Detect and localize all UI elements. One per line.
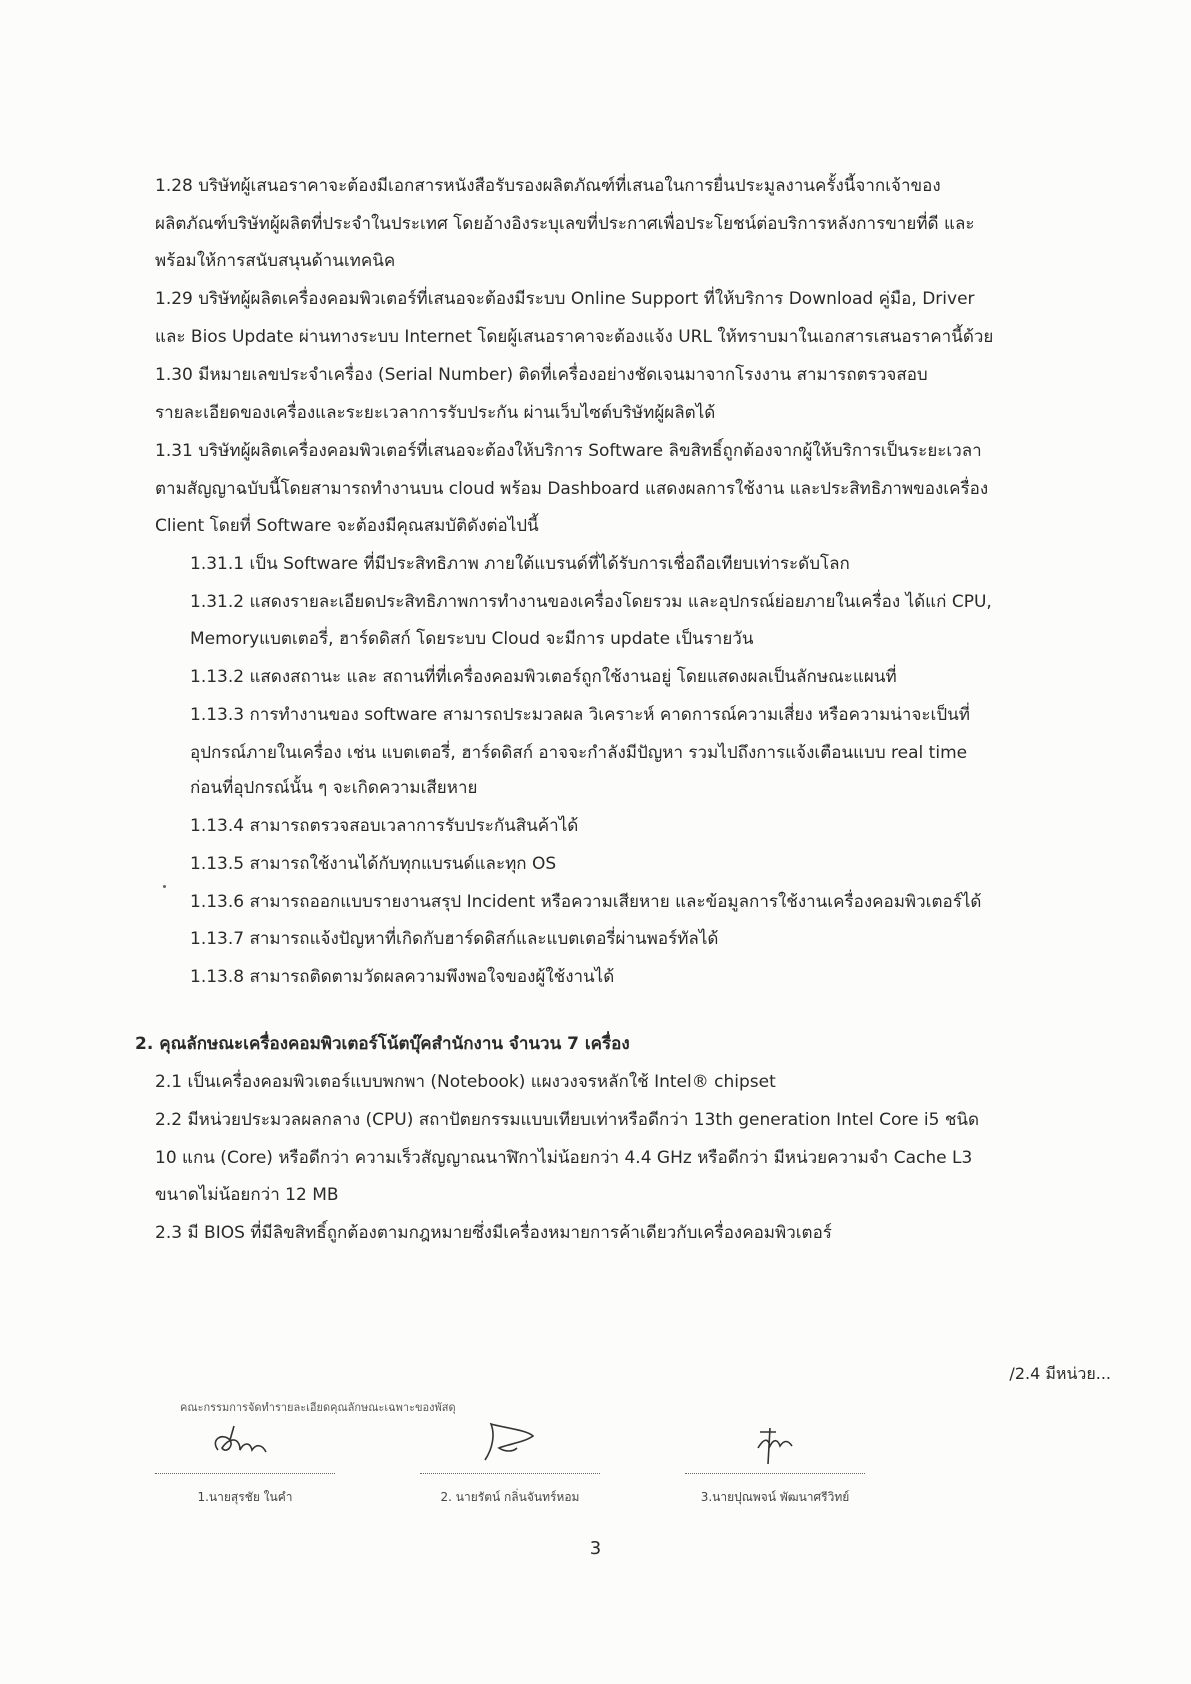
body-line: ตามสัญญาฉบับนี้โดยสามารถทำงานบน cloud พร้อม Dashboard แสดงผลการใช้งาน และประสิทธิภาพของเครื่อง [155, 479, 989, 499]
signatory-name-3: 3.นายปุณพจน์ พัฒนาศรีวิทย์ [700, 1490, 850, 1504]
body-line: ก่อนที่อุปกรณ์นั้น ๆ จะเกิดความเสียหาย [190, 778, 478, 798]
signature-1 [200, 1418, 290, 1468]
committee-caption: คณะกรรมการจัดทำรายละเอียดคุณลักษณะเฉพาะของพัสดุ [180, 1401, 456, 1414]
body-line: 1.31.2 แสดงรายละเอียดประสิทธิภาพการทำงานของเครื่องโดยรวม และอุปกรณ์ย่อยภายในเครื่อง ได้แก่ CPU, [190, 592, 992, 612]
signature-line [685, 1472, 865, 1474]
body-line: Client โดยที่ Software จะต้องมีคุณสมบัติดังต่อไปนี้ [155, 516, 539, 536]
body-line: 1.29 บริษัทผู้ผลิตเครื่องคอมพิวเตอร์ที่เสนอจะต้องมีระบบ Online Support ที่ให้บริการ Download คู่มือ, Driver [155, 289, 975, 309]
body-line: 1.28 บริษัทผู้เสนอราคาจะต้องมีเอกสารหนังสือรับรองผลิตภัณฑ์ที่เสนอในการยื่นประมูลงานครั้งนี้จากเจ้าของ [155, 176, 941, 196]
signature-line [420, 1472, 600, 1474]
signatory-name-1: 1.นายสุรชัย ในคำ [197, 1490, 293, 1504]
signature-line [155, 1472, 335, 1474]
signature-block-3 [665, 1418, 885, 1507]
continuation-note: /2.4 มีหน่วย... [1009, 1364, 1111, 1383]
body-line: 2.2 มีหน่วยประมวลผลกลาง (CPU) สถาปัตยกรรมแบบเทียบเท่าหรือดีกว่า 13th generation Intel Core i5 ชนิด [155, 1110, 980, 1130]
body-line: 10 แกน (Core) หรือดีกว่า ความเร็วสัญญาณนาฬิกาไม่น้อยกว่า 4.4 GHz หรือดีกว่า มีหน่วยความจำ Cache L3 [155, 1148, 973, 1168]
body-line: ผลิตภัณฑ์บริษัทผู้ผลิตที่ประจำในประเทศ โดยอ้างอิงระบุเลขที่ประกาศเพื่อประโยชน์ต่อบริการหลังการขายที่ดี และ [155, 214, 975, 234]
body-line: 1.13.2 แสดงสถานะ และ สถานที่ที่เครื่องคอมพิวเตอร์ถูกใช้งานอยู่ โดยแสดงผลเป็นลักษณะแผนที่ [190, 667, 897, 687]
body-line: 2.1 เป็นเครื่องคอมพิวเตอร์แบบพกพา (Notebook) แผงวงจรหลักใช้ Intel® chipset [155, 1072, 776, 1092]
body-line: 1.31 บริษัทผู้ผลิตเครื่องคอมพิวเตอร์ที่เสนอจะต้องให้บริการ Software ลิขสิทธิ์ถูกต้องจากผู้ให้บริการเป็นระยะเวลา [155, 441, 982, 461]
page-number: 3 [589, 1538, 602, 1559]
body-line: อุปกรณ์ภายในเครื่อง เช่น แบตเตอรี่, ฮาร์ดดิสก์ อาจจะกำลังมีปัญหา รวมไปถึงการแจ้งเตือนแบบ real time [190, 743, 968, 763]
body-line: และ Bios Update ผ่านทางระบบ Internet โดยผู้เสนอราคาจะต้องแจ้ง URL ให้ทราบมาในเอกสารเสนอราคานี้ด้วย [155, 327, 994, 347]
signature-block-1 [135, 1418, 355, 1507]
body-line: Memoryแบตเตอรี่, ฮาร์ดดิสก์ โดยระบบ Cloud จะมีการ update เป็นรายวัน [190, 629, 754, 649]
body-line: 1.30 มีหมายเลขประจำเครื่อง (Serial Number) ติดที่เครื่องอย่างชัดเจนมาจากโรงงาน สามารถตรวจสอบ [155, 365, 928, 385]
body-line: 1.13.6 สามารถออกแบบรายงานสรุป Incident หรือความเสียหาย และข้อมูลการใช้งานเครื่องคอมพิวเตอร์ได้ [190, 892, 982, 912]
section-heading: 2. คุณลักษณะเครื่องคอมพิวเตอร์โน้ตบุ๊คสำนักงาน จำนวน 7 เครื่อง [135, 1034, 630, 1054]
body-line: 2.3 มี BIOS ที่มีลิขสิทธิ์ถูกต้องตามกฎหมายซึ่งมีเครื่องหมายการค้าเดียวกับเครื่องคอมพิวเตอร์ [155, 1223, 832, 1243]
scan-mark [163, 885, 166, 888]
signature-3 [730, 1418, 820, 1468]
body-line: พร้อมให้การสนับสนุนด้านเทคนิค [155, 251, 396, 271]
body-line: 1.13.3 การทำงานของ software สามารถประมวลผล วิเคราะห์ คาดการณ์ความเสี่ยง หรือความน่าจะเป็นที่ [190, 705, 970, 725]
body-line: 1.31.1 เป็น Software ที่มีประสิทธิภาพ ภายใต้แบรนด์ที่ได้รับการเชื่อถือเทียบเท่าระดับโลก [190, 554, 850, 574]
signature-2 [465, 1418, 555, 1468]
body-line: ขนาดไม่น้อยกว่า 12 MB [155, 1185, 339, 1205]
signature-block-2 [400, 1418, 620, 1507]
signatory-name-2: 2. นายรัตน์ กลิ่นจันทร์หอม [440, 1490, 580, 1504]
body-line: 1.13.4 สามารถตรวจสอบเวลาการรับประกันสินค้าได้ [190, 816, 579, 836]
body-line: รายละเอียดของเครื่องและระยะเวลาการรับประกัน ผ่านเว็บไซต์บริษัทผู้ผลิตได้ [155, 403, 716, 423]
body-line: 1.13.7 สามารถแจ้งปัญหาที่เกิดกับฮาร์ดดิสก์และแบตเตอรี่ผ่านพอร์ทัลได้ [190, 929, 719, 949]
body-line: 1.13.5 สามารถใช้งานได้กับทุกแบรนด์และทุก OS [190, 854, 557, 874]
body-line: 1.13.8 สามารถติดตามวัดผลความพึงพอใจของผู้ใช้งานได้ [190, 967, 615, 987]
